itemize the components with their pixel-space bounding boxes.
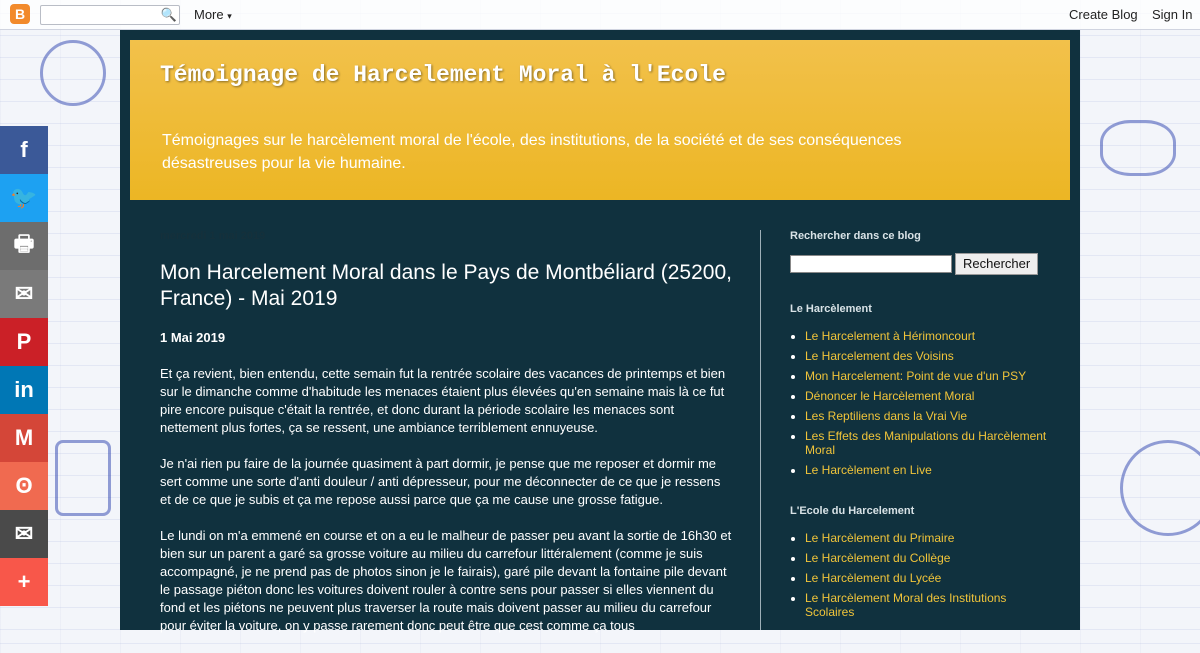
background-doodle-circle bbox=[40, 40, 106, 106]
share-bar bbox=[0, 126, 48, 606]
sidebar bbox=[790, 230, 1052, 625]
date-header: mercredi 1 mai 2019 bbox=[160, 230, 266, 242]
more-label: More bbox=[194, 7, 224, 22]
gmail-icon: M bbox=[14, 425, 34, 450]
twitter-icon: 🐦 bbox=[10, 185, 38, 210]
chevron-down-icon: ▾ bbox=[227, 11, 232, 21]
sidebar-link[interactable]: • Le Harcèlement en Live bbox=[805, 463, 1052, 477]
post-paragraph: Je n'ai rien pu faire de la journée quasiment à part dormir, je pense que me reposer et dormir me sert comme une sorte d'anti douleur / anti dépresseur, pour me déconnecter de ce que je ressens et de ce que je subis et ça me repose aussi parce que ça me cause une grosse fatigue. bbox=[160, 456, 721, 507]
link-list bbox=[790, 329, 1052, 477]
blog-description: Témoignages sur le harcèlement moral de l'école, des institutions, de la société et de ses conséquences désastreuses pour la vie humaine. bbox=[162, 132, 902, 172]
print-icon: 🖶 bbox=[13, 231, 35, 256]
gmail-share-button[interactable] bbox=[0, 414, 48, 462]
linkedin-share-button[interactable] bbox=[0, 366, 48, 414]
post-body bbox=[160, 329, 732, 635]
sidebar-link[interactable]: • Le Harcelement des Voisins bbox=[805, 349, 1052, 363]
email-share-button[interactable] bbox=[0, 270, 48, 318]
sidebar-link[interactable]: • Le Harcèlement Moral des Institutions Scolaires bbox=[805, 591, 1052, 619]
facebook-icon: f bbox=[20, 137, 28, 162]
sign-in-link[interactable]: Sign In bbox=[1152, 7, 1193, 22]
link-list bbox=[790, 531, 1052, 619]
tumblr-like-share-button[interactable] bbox=[0, 462, 48, 510]
sidebar-link[interactable]: • Les Reptiliens dans la Vrai Vie bbox=[805, 409, 1052, 423]
tumblr-like-icon: ʘ bbox=[15, 473, 33, 498]
sidebar-link[interactable]: • Dénoncer le Harcèlement Moral bbox=[805, 389, 1052, 403]
navbar-search-input[interactable] bbox=[40, 5, 180, 25]
search-icon[interactable]: 🔍 bbox=[160, 7, 177, 22]
pinterest-icon: P bbox=[16, 329, 32, 354]
widget-le-harcelement bbox=[790, 303, 1052, 477]
inbox-icon: ✉ bbox=[14, 521, 34, 546]
blogger-logo-icon[interactable]: B bbox=[10, 4, 30, 24]
post-title[interactable]: Mon Harcelement Moral dans le Pays de Montbéliard (25200, France) - Mai 2019 bbox=[160, 261, 732, 310]
more-share-button[interactable] bbox=[0, 558, 48, 606]
facebook-share-button[interactable] bbox=[0, 126, 48, 174]
twitter-share-button[interactable] bbox=[0, 174, 48, 222]
sidebar-link[interactable]: • Mon Harcelement: Point de vue d'un PSY bbox=[805, 369, 1052, 383]
background-doodle-circle bbox=[1100, 120, 1176, 176]
search-button[interactable]: Rechercher bbox=[955, 253, 1038, 275]
post-paragraph: Et ça revient, bien entendu, cette semain fut la rentrée scolaire des vacances de printemps et bien sur le dimanche comme d'habitude les menaces étaient plus élevées qu'en semaine mais là ce fut pire encore puisque c'était la rentrée, et donc durant la période scolaire les menaces sont nettement plus fortes, ça se ressent, une ambiance terriblement ennuyeuse. bbox=[160, 366, 726, 435]
sidebar-link[interactable]: • Les Effets des Manipulations du Harcèlement Moral bbox=[805, 429, 1052, 457]
create-blog-link[interactable]: Create Blog bbox=[1069, 7, 1138, 22]
post-date-line: 1 Mai 2019 bbox=[160, 330, 226, 345]
background-doodle-circle bbox=[55, 440, 111, 516]
more-icon: + bbox=[17, 569, 31, 594]
more-menu[interactable] bbox=[194, 7, 232, 22]
background-doodle-circle bbox=[1120, 440, 1200, 536]
email-icon: ✉ bbox=[14, 281, 34, 306]
widget-title: Le Harcèlement bbox=[790, 303, 872, 315]
main-column bbox=[160, 230, 732, 653]
sidebar-link[interactable]: • Le Harcelement à Hérimoncourt bbox=[805, 329, 1052, 343]
widget-title: L'Ecole du Harcelement bbox=[790, 505, 915, 517]
print-share-button[interactable] bbox=[0, 222, 48, 270]
blog-title[interactable]: Témoignage de Harcelement Moral à l'Ecole bbox=[160, 62, 726, 88]
sidebar-link[interactable]: • Le Harcèlement du Lycée bbox=[805, 571, 1052, 585]
search-widget-title: Rechercher dans ce blog bbox=[790, 230, 921, 242]
widget-ecole-du-harcelement bbox=[790, 505, 1052, 619]
post-paragraph: Le lundi on m'a emmené en course et on a eu le malheur de passer peu avant la sortie de 16h30 et bien sur un parent a garé sa grosse voiture au milieu du carrefour littéralement (comme je suis accompagné, je ne prend pas de photos sinon je le fairais), garé pile devant la fontaine pile devant le passage piéton donc les voitures doivent rouler à contre sens pour passer si elles viennent du fond et les piétons ne peuvent plus traverser la route mais doivent passer au milieu du carrefour pour éviter la voiture, on y passe rarement donc peut être que cest comme ça tous bbox=[160, 528, 732, 633]
sidebar-link[interactable]: • Le Harcèlement du Collège bbox=[805, 551, 1052, 565]
inbox-share-button[interactable] bbox=[0, 510, 48, 558]
pinterest-share-button[interactable] bbox=[0, 318, 48, 366]
blogger-navbar bbox=[0, 0, 1200, 30]
blog-search-input[interactable] bbox=[790, 255, 952, 273]
column-divider bbox=[760, 230, 761, 630]
search-widget bbox=[790, 253, 1052, 275]
sidebar-link[interactable]: • Le Harcèlement du Primaire bbox=[805, 531, 1052, 545]
linkedin-icon: in bbox=[14, 377, 34, 402]
